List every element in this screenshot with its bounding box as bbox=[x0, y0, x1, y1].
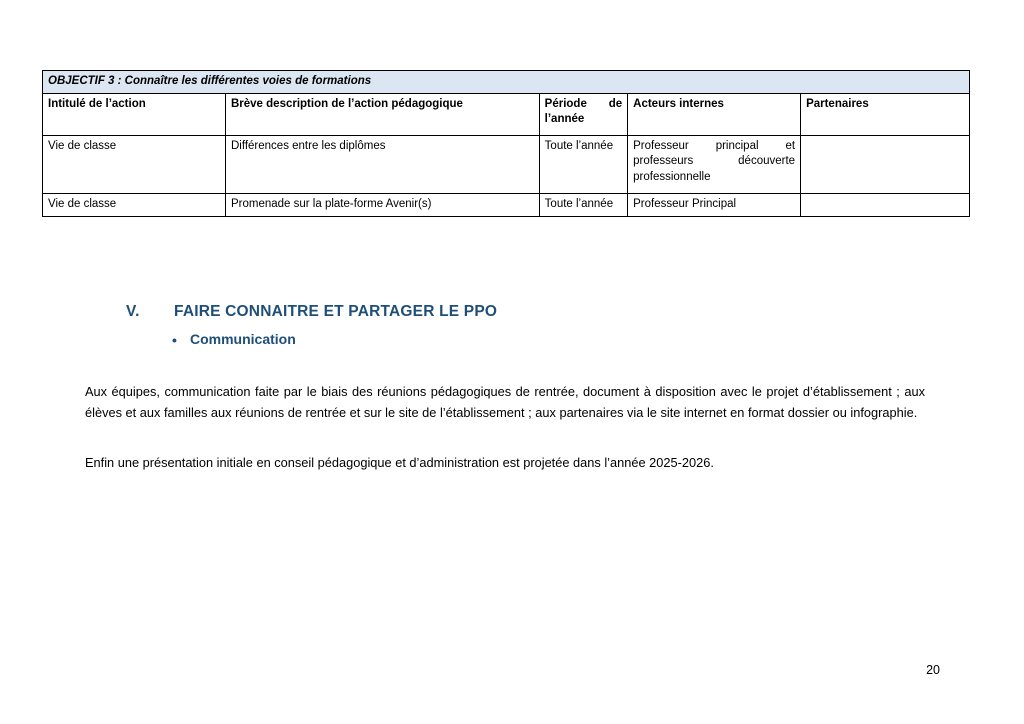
cell-acteurs: Professeur Principal bbox=[628, 194, 801, 217]
cell-acteurs: Professeur principal et professeurs découverte professionnelle bbox=[628, 136, 801, 194]
cell-description: Différences entre les diplômes bbox=[225, 136, 539, 194]
table-row bbox=[43, 194, 970, 217]
cell-intitule: Vie de classe bbox=[43, 136, 226, 194]
page-number: 20 bbox=[926, 663, 940, 677]
objective-table bbox=[42, 70, 970, 217]
cell-periode: Toute l’année bbox=[539, 194, 627, 217]
bullet-item-communication bbox=[172, 331, 296, 348]
section-heading bbox=[126, 303, 497, 321]
section-number: V. bbox=[126, 303, 140, 320]
table-row bbox=[43, 136, 970, 194]
objective-table-container bbox=[42, 70, 970, 217]
table-title-row bbox=[43, 71, 970, 94]
cell-description: Promenade sur la plate-forme Avenir(s) bbox=[225, 194, 539, 217]
section-title: FAIRE CONNAITRE ET PARTAGER LE PPO bbox=[174, 303, 498, 320]
cell-intitule: Vie de classe bbox=[43, 194, 226, 217]
column-header-partenaires: Partenaires bbox=[801, 94, 970, 136]
column-header-periode: Période de l’année bbox=[539, 94, 627, 136]
column-header-acteurs: Acteurs internes bbox=[628, 94, 801, 136]
table-title: OBJECTIF 3 : Connaître les différentes voies de formations bbox=[43, 71, 970, 94]
paragraph-communication: Aux équipes, communication faite par le biais des réunions pédagogiques de rentrée, document à disposition avec le projet d’établissement ; aux élèves et aux familles aux réunions de rentrée et sur le site de l’établissement ; aux partenaires via le site internet en format dossier ou infographie. bbox=[85, 383, 925, 420]
column-header-intitule: Intitulé de l’action bbox=[43, 94, 226, 136]
cell-periode: Toute l’année bbox=[539, 136, 627, 194]
bullet-label: Communication bbox=[190, 331, 296, 347]
column-header-description: Brève description de l’action pédagogique bbox=[225, 94, 539, 136]
paragraph-presentation: Enfin une présentation initiale en conseil pédagogique et d’administration est projetée dans l’année 2025-2026. bbox=[85, 454, 714, 470]
cell-partenaires bbox=[801, 194, 970, 217]
cell-partenaires bbox=[801, 136, 970, 194]
bullet-dot-icon: • bbox=[172, 332, 177, 349]
table-header-row bbox=[43, 94, 970, 136]
